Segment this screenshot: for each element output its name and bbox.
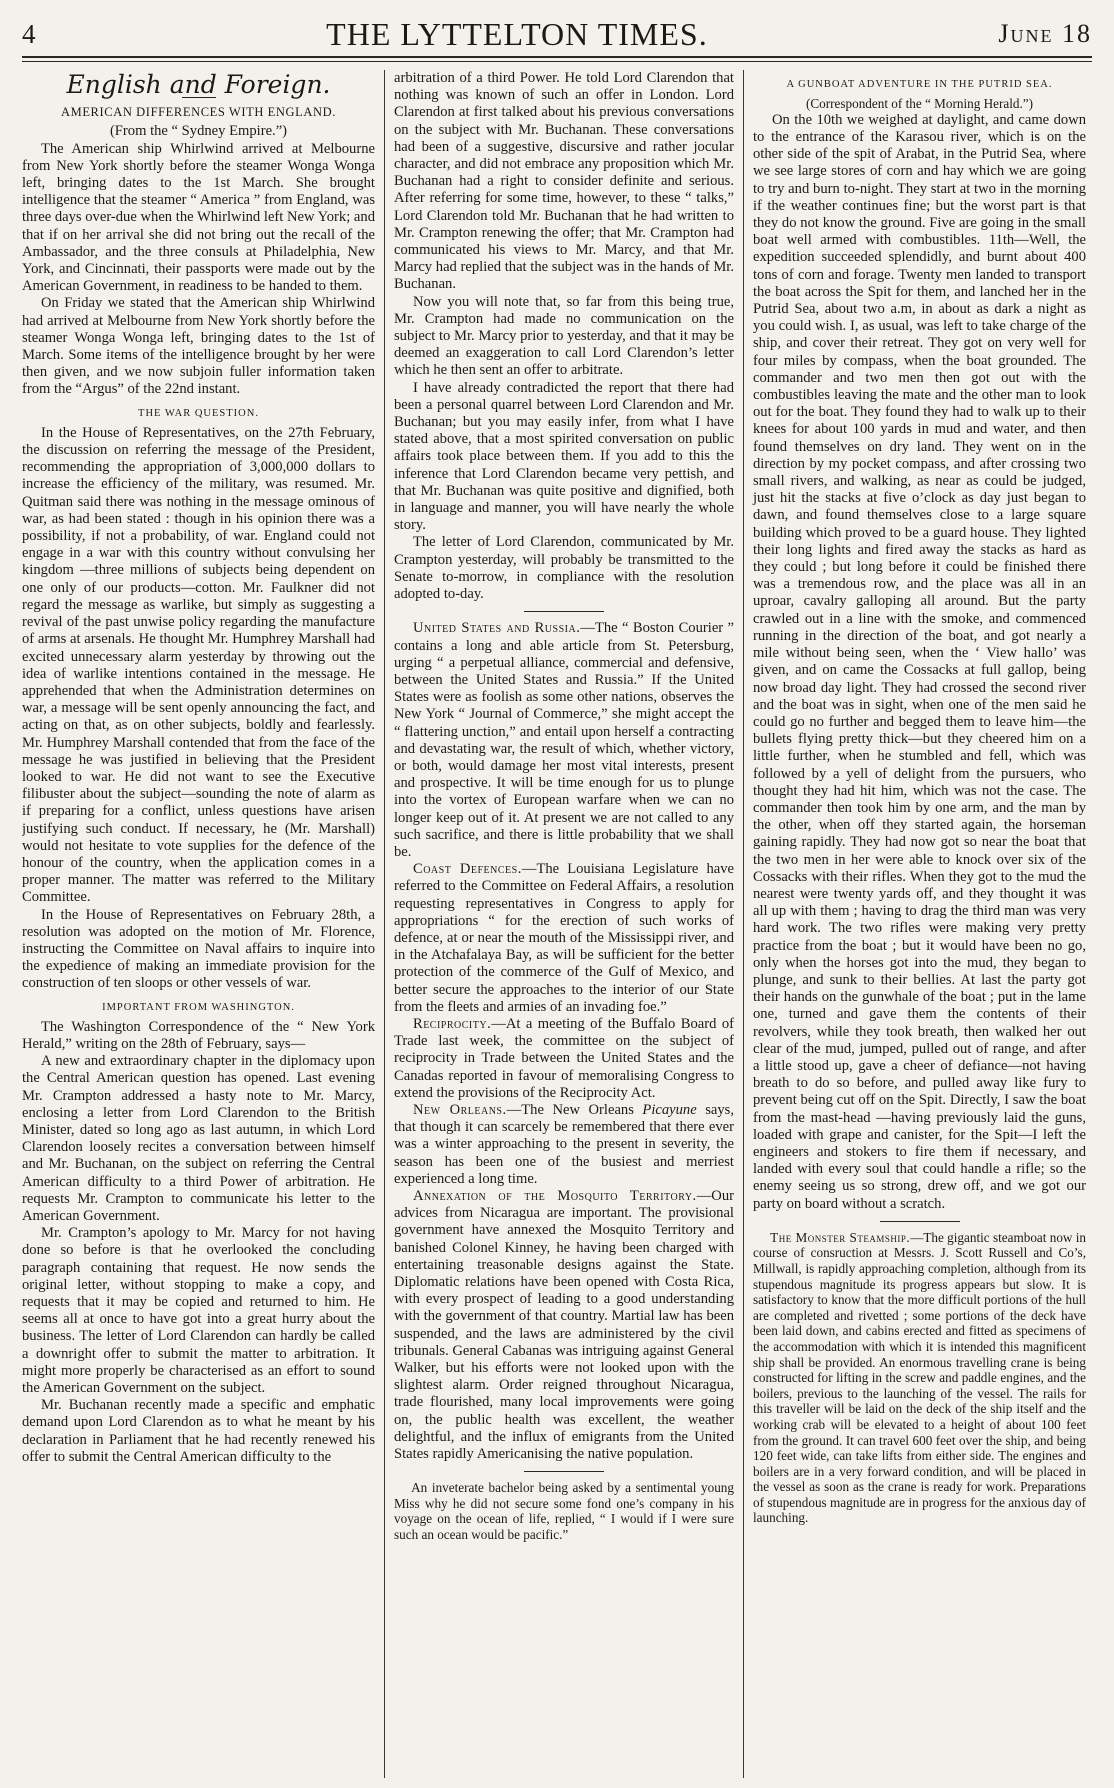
news-item-body: —The New Orleans [506,1101,643,1118]
article-heading: A GUNBOAT ADVENTURE IN THE PUTRID SEA. [786,79,1053,90]
subheading: IMPORTANT FROM WASHINGTON. [102,1001,295,1013]
news-item-heading: Annexation of the Mosquito Territory. [412,1188,697,1204]
news-item-heading: United States and Russia. [412,620,581,637]
paragraph: On the 10th we weighed at daylight, and came down to the entrance of the Karasou river, which is on the other side of the spit of Arabat, in the Putrid Sea, where we see large stores of corn and hay which we are going to try and burn to-night. They start at two in the morning if the weather continues fine; but the worst part is that they do not know the ground. Five are going in the small boat well armed with combustibles. 11th—Well, the expedition succeeded splendidly, and burnt about 400 tons of corn and forage. Twenty men landed to transport the boat across the Spit for them, and lanched her in the Putrid Sea, about two a.m, in about as dark a night as you could wish. I, as usual, was left to take charge of the ship, and cover their retreat. They got on very well for four miles by compass, when the boat grounded. The commander and two men then got out with the combustibles leaving the mate and the other man to look out for the boat. They found they had to walk up to their knees for about 100 yards in mud and water, and then found themselves on dry land. They went on in the direction by my pocket compass, and after crossing two small rivers, and walking, as near as could be judged, just hit the stacks at five o’clock as day just began to dawn, and found themselves close to a large square building which proved to be a guard house. They lighted their long lights and fired away the stacks as hard as they could ; but long before it could be finished there was a tremendous row, and the place was all in an uproar, cavalry galloping all around. But the party crawled out in a line with the smoke, and commenced running in the direction of the boat, and got nearly a mile without being seen, when the ‘ View hallo’ was given, and on came the Cossacks at full gallop, being now broad day light. They had crossed the second river and the boat was in sight, when one of the men said he could go no further and begged them to leave him—the bullets flying pretty thick—but they cheered him on a little further, when he stumbled and fell, which was followed by a yell of delight from the pursuers, who thought they had hit him, which was not the case. The commander then took him by one arm, and the man by the other, when off they started again, the horseman gaining rapidly. They had now got so near the boat that the two men in her were able to knock over six of the Cossacks with their rifles. When they got to the mud the nearest were twenty yards off, and they thought it was all up with them ; having to drag the third man was very hard work. The two rifles were making very pretty practice from the boat ; but it would have been no go, only when the horses got into the mud, they began to plunge, and sunk to their bellies. At last the party got their hands on the gunwhale of the boat ; put in the lame one, turned and gave them the contents of their revolvers, while they took breath, then walked her out clear of the mud, jumped, pulled out of range, and after a little stood up, gave a cheer of defiance—not having breath to do so before, and pulled away like fury to prevent being cut off on the Spit. Directly, I saw the boat from the mast-head —having previously laid the guns, loaded with grape and canister, for the Spit—I left the engineers and stokers to fire them if necessary, and landed with every soul that could handle a rifle; so the enemy seeing us so strong, drew off, and we got our party on board without a scratch. [753,111,1086,1212]
news-item-heading: Coast Defences. [412,861,522,878]
news-item [394,1016,734,1102]
news-item [753,1230,1086,1526]
news-item-heading: Reciprocity. [412,1015,492,1032]
news-item-body: —At a meeting of the Buffalo Board of Trade last week, the committee on the subject of reciprocity in Trade between the United States and the Canadas reported in favour of memoralising Congress to extend the provisions of the Reciprocity Act. [394,1015,734,1101]
column-3 [743,70,1086,1778]
news-item-heading: New Orleans. [412,1101,507,1118]
anecdote: An inveterate bachelor being asked by a sentimental young Miss why he did not secure some fond one’s company in his voyage on the ocean of life, replied, “ I would if I were sure such an ocean would be pacific.” [394,1480,734,1543]
paragraph: The Washington Correspondence of the “ New York Herald,” writing on the 28th of February, says— [22,1018,375,1052]
column-2 [384,70,743,1778]
masthead-rule [22,56,1092,58]
divider [524,611,604,612]
news-item-body: says, that though it can scarcely be remembered that there ever was a winter approaching to the present in severity, the season has been one of the busiest and merriest experienced a long time. [394,1101,734,1187]
article-source: (Correspondent of the “ Morning Herald.”) [805,96,1034,112]
news-item-body: —Our advices from Nicaragua are important. The provisional government have annexed the Mosquito Territory and banished Colonel Kinney, he having been charged with entertaining treasonable designs against the State. Diplomatic relations have been opened with Costa Rica, with every prospect of leading to a good understanding with the government of that country. Martial law has been suspended, and the laws are administered by the civil tribunals. General Cabanas was intriguing against General Walker, but his efforts were not looked upon with the slightest alarm. Order reigned throughout Nicaragua, trade flourished, many local improvements were going on, the public health was excellent, the weather delightful, and the influx of emigrants from the United States rapidly Americanising the native population. [394,1188,735,1463]
paragraph: Mr. Crampton’s apology to Mr. Marcy for not having done so before is that he overlooked the concluding paragraph containing that request. He now sends the original letter, without stopping to make a copy, and requests that it may be copied and returned to him. He seems all at once to have got into a great hurry about the business. The letter of Lord Clarendon can hardly be called a downright offer to submit the matter to arbitration. It might more properly be characterised as an effort to sound the American Government on the subject. [22,1225,375,1397]
news-item [394,620,734,861]
section-title: English and Foreign. [66,70,331,99]
masthead [22,14,1092,54]
divider [524,1471,604,1472]
news-item [394,1102,734,1188]
masthead-rule-thin [22,61,1092,62]
paragraph: Mr. Buchanan recently made a specific and emphatic demand upon Lord Clarendon as to what he meant by his declaration in Parliament that he had recently renewed his offer to submit the Central American difficulty to the [22,1397,375,1465]
column-1 [22,70,384,1778]
paragraph: The American ship Whirlwind arrived at Melbourne from New York shortly before the steamer Wonga Wonga left, bringing dates to the 1st March. She brought intelligence that the steamer “ America ” from England, was three days over-due when the Whirlwind left New York; and that if on her arrival she did not bring out the recall of the Ambassador, and the three consuls at Philadelphia, New York, and Cincinnati, their passports were made out by the American Government, in readiness to be handed to them. [22,140,375,295]
news-item-body: —The Louisiana Legislature have referred to the Committee on Federal Affairs, a resolution requesting representatives in Congress to apply for appropriations “ for the erection of such works of defence, at or near the mouth of the Mississippi river, and in the Atchafalaya Bay, as will be sufficient for the better protection of the commerce of the Gulf of Mexico, and better secure the approaches to the interior of our State from the fleets and armies of an invading foe.” [394,861,734,1015]
columns [22,70,1092,1778]
divider [880,1221,960,1222]
paragraph: I have already contradicted the report that there had been a personal quarrel between Lord Clarendon and Mr. Buchanan; but you may easily infer, from what I have stated above, that a most spirited conversation on public affairs took place between them. If you add to this the inference that Lord Clarendon became very pettish, and that Mr. Buchanan was quite positive and dignified, both in language and manner, you will have nearly the whole story. [394,379,734,534]
article-heading: AMERICAN DIFFERENCES WITH ENGLAND. [60,105,337,120]
newspaper-title: THE LYTTELTON TIMES. [326,15,708,52]
article-source: (From the “ Sydney Empire.”) [109,123,288,140]
paragraph: In the House of Representatives, on the 27th February, the discussion on referring the message of the President, recommending the appropriation of 3,000,000 dollars to increase the efficiency of the military, was resumed. Mr. Quitman said there was nothing in the message ominous of war, as had been stated : though in his opinion there was a possibility, if not a probability, of war. England could not engage in a war with this country without convulsing her kingdom —three millions of subjects being dependent on one only of our products—cotton. Mr. Faulkner did not regard the message as warlike, but simply as suggesting a revival of the past unwise policy regarding the manufacture of arms at arsenals. He thought Mr. Humphrey Marshall had excited unnecessary alarm yesterday by throwing out the idea of warlike intentions contained in the message. He apprehended that when the Administration determines on war, a message will be sent openly announcing the fact, and acting on that, as on other subjects, boldly and fearlessly. Mr. Humphrey Marshall contended that from the face of the message he was justified in believing that the President looked to war. He did not want to see the Executive filibuster about the subject—sounding the note of alarm as if preparing for a conflict, unless questions have arisen justifying such conduct. If necessary, he (Mr. Marshall) would not hesitate to vote supplies for the defence of the honour of the country, when the application comes in a proper manner. The matter was referred to the Military Committee. [22,424,375,906]
subheading: THE WAR QUESTION. [138,407,259,419]
news-item [394,861,734,1016]
news-item-body: —The “ Boston Courier ” contains a long and able article from St. Petersburg, urging “ a perpetual alliance, commercial and defensive, between the United States and Russia.” If the United States were as foolish as some other nations, observes the New York “ Journal of Commerce,” she might accept the “ flattering unction,” and entail upon herself a contracting and devastating war, the result of which, whether victory, or both, would damage her most vital interests, present and prospective. It will be time enough for us to plunge into the vortex of European warfare when we can no longer keep out of it. At present we are not called to any such sacrifice, and there is little probability that we shall be. [394,620,734,860]
news-item-heading: The Monster Steamship. [770,1229,911,1245]
paragraph: The letter of Lord Clarendon, communicated by Mr. Crampton yesterday, will probably be transmitted to the Senate to-morrow, in compliance with the resolution adopted to-day. [394,534,734,603]
issue-date: June 18 [998,19,1092,48]
paragraph: Now you will note that, so far from this being true, Mr. Crampton had made no communication on the subject to Mr. Marcy prior to yesterday, and that it may be deemed an exaggeration to call Lord Clarendon’s letter which he then sent an offer to arbitrate. [394,293,734,379]
paragraph: A new and extraordinary chapter in the diplomacy upon the Central American question has opened. Last evening Mr. Crampton addressed a hasty note to Mr. Marcy, enclosing a letter from Lord Clarendon to the British Minister, dated so long ago as last autumn, in which Lord Clarendon loosely recites a conversation between himself and Mr. Buchanan, on the subject on referring the Central American difficulty to a third Power of arbitration. He requests Mr. Crampton to communicate his letter to the American Government. [22,1053,375,1224]
paragraph: In the House of Representatives on February 28th, a resolution was adopted on the motion of Mr. Florence, instructing the Committee on Naval affairs to inquire into the expedience of making an immediate provision for the construction of ten sloops or other vessels of war. [22,906,375,992]
paragraph: arbitration of a third Power. He told Lord Clarendon that nothing was known of such an offer in London. Lord Clarendon at first talked about his previous conversations on the subject with Mr. Buchanan. These conversations had been of a suggestive, discursive and rather jocular character, and did not embrace any proposition which Mr. Buchanan had a right to consider definite and serious. After referring for some time, however, to these “ talks,” Lord Clarendon told Mr. Buchanan that he had written to Mr. Crampton renewing the offer; that Mr. Crampton had communicated his views to Mr. Marcy, and that Mr. Marcy had replied that the subject was in the hands of Mr. Buchanan. [394,70,734,293]
news-item-body: —The gigantic steamboat now in course of consruction at Messrs. J. Scott Russell and Co’s, Millwall, is rapidly approaching completion, although from its stupendous magnitude its progress appears but slow. It is satisfactory to know that the more difficult portions of the hull are completed and rivetted ; some portions of the deck have been laid down, and cabins erected and fitted as specimens of the accommodation with which it is intended this magnificent ship shall be provided. An enormous travelling crane is being constructed for lifting in the screw and paddle engines, and the boilers, previous to the launching of the vessel. The rails for this traveller will be laid on the deck of the ship itself and the working crab will be elevated to a height of about 100 feet from the ground. It can travel 600 feet over the ship, and being 120 feet wide, can take lifts from either side. The engines and boilers are in a very forward condition, and will be placed in the vessel as soon as the crane is ready for work. Preparations of stupendous magnitude are in progress for the anxious day of launching. [753,1229,1086,1526]
paragraph: On Friday we stated that the American ship Whirlwind had arrived at Melbourne from New York shortly before the steamer Wonga Wonga left, bringing dates to the 1st of March. Some items of the intelligence brought by her were then given, and we now subjoin fuller information taken from the “Argus” of the 22nd instant. [22,295,375,398]
page-number: 4 [22,18,36,49]
newspaper-name: Picayune [642,1101,697,1118]
news-item [394,1188,734,1463]
